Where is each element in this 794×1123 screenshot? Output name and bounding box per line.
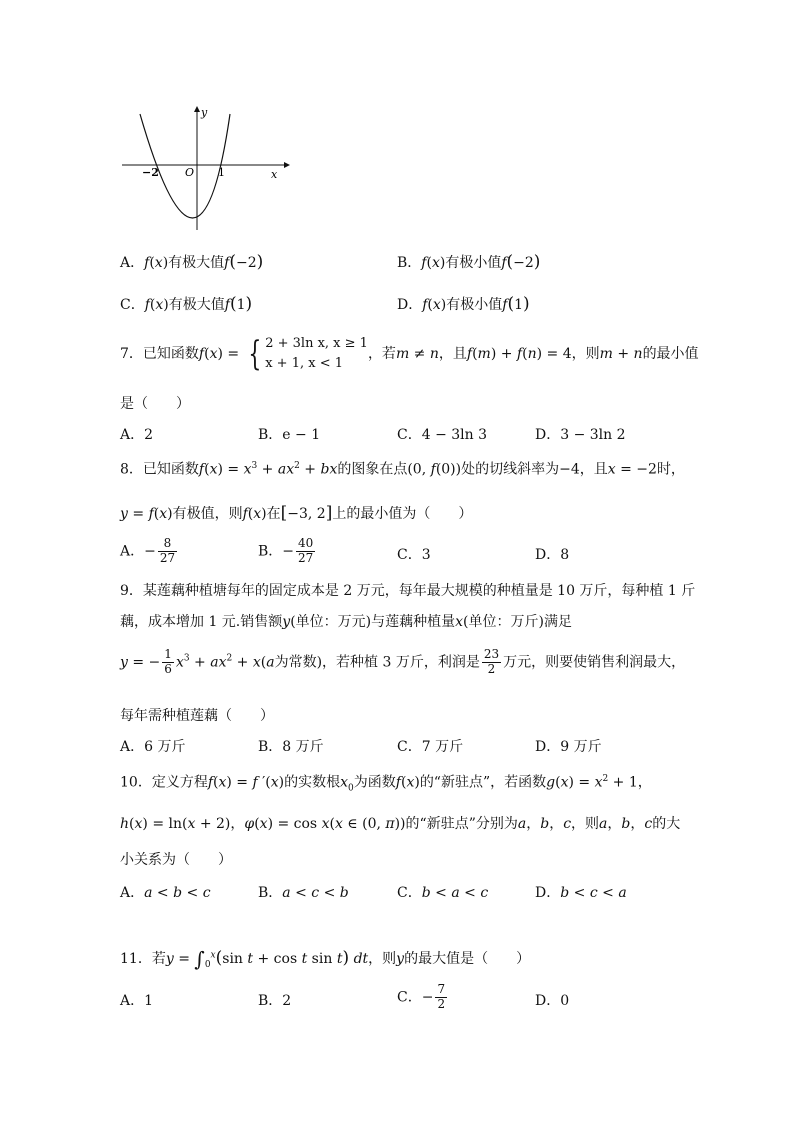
q7-option-d[interactable]: D．3 − 3ln 2 bbox=[535, 427, 626, 443]
parabola-graph bbox=[118, 102, 298, 237]
q10-stem-line1: 10．定义方程f(x) = f ′(x)的实数根$x_0$为函数f(x)的“新驻点”，若函数$g(x) = x^2 + 1$， bbox=[120, 774, 652, 794]
q8-stem-line2: y = f(x)有极值，则f(x)在[−3, 2]上的最小值为（ ） bbox=[120, 503, 473, 523]
y-axis-arrow bbox=[194, 106, 200, 112]
axis-label-y: y bbox=[201, 106, 208, 119]
q7-stem: 7．已知函数f(x) = { 2 + 3ln x, x ≥ 1 x + 1, x < 1，若m ≠ n，且f(m) + f(n) = 4，则m + n的最小值 bbox=[120, 334, 699, 375]
q7-option-c[interactable]: C．4 − 3ln 3 bbox=[397, 427, 488, 443]
q10-stem-line3: 小关系为（ ） bbox=[120, 852, 232, 868]
q8-option-a[interactable]: A．− $\frac{8}{27}$ bbox=[120, 536, 176, 565]
q9-stem-line1: 9．某莲藕种植塘每年的固定成本是 2 万元，每年最大规模的种植量是 10 万斤，每种植 1 斤 bbox=[120, 583, 696, 599]
q10-option-a[interactable]: A．a < b < c bbox=[120, 885, 211, 901]
q6-option-a[interactable]: A．f(x)有极大值f(−2) bbox=[120, 252, 264, 272]
q9-stem-line3: y = − $\frac{1}{6}$ $x^3 + ax^2 + x(a$为常数)，若种植 3 万斤，利润是 $\frac{23}{2}$ 万元，则要使销售利润最大， bbox=[120, 647, 686, 676]
q7-case-2: x + 1, x < 1 bbox=[265, 356, 344, 372]
origin-label: O bbox=[185, 166, 195, 179]
q11-option-d[interactable]: D．0 bbox=[535, 993, 570, 1009]
q9-stem-line2: 藕，成本增加 1 元.销售额y(单位：万元)与莲藕种植量x(单位：万斤)满足 bbox=[120, 614, 572, 630]
q7-option-b[interactable]: B．e − 1 bbox=[258, 427, 321, 443]
q8-option-b[interactable]: B．− $\frac{40}{27}$ bbox=[258, 536, 314, 565]
q7-stem-line2: 是（ ） bbox=[120, 396, 190, 412]
q9-option-c[interactable]: C．7 万斤 bbox=[397, 739, 464, 755]
q10-option-d[interactable]: D．b < c < a bbox=[535, 885, 627, 901]
q9-option-d[interactable]: D．9 万斤 bbox=[535, 739, 602, 755]
q11-stem: 11．若$y = \int_0^x(\sin$ t + cos t sin t) dt，则y的最大值是（ ） bbox=[120, 947, 531, 971]
q8-option-d[interactable]: D．8 bbox=[535, 547, 570, 563]
q6-option-b[interactable]: B．f(x)有极小值f(−2) bbox=[397, 252, 541, 272]
q8-option-c[interactable]: C．3 bbox=[397, 547, 431, 563]
q9-stem-line4: 每年需种植莲藕（ ） bbox=[120, 708, 274, 724]
q10-option-b[interactable]: B．a < c < b bbox=[258, 885, 349, 901]
q6-option-c[interactable]: C．f(x)有极大值f(1) bbox=[120, 294, 253, 314]
q11-option-c[interactable]: C．− $\frac{7}{2}$ bbox=[397, 982, 446, 1011]
tick-label-1: 1 bbox=[218, 166, 225, 179]
q9-option-b[interactable]: B．8 万斤 bbox=[258, 739, 324, 755]
q6-option-d[interactable]: D．f(x)有极小值f(1) bbox=[397, 294, 530, 314]
q9-option-a[interactable]: A．6 万斤 bbox=[120, 739, 186, 755]
q7-option-a[interactable]: A．2 bbox=[120, 427, 154, 443]
q8-stem-line1: 8．已知函数$f(x) = x^3 + ax^2$ + bx的图象在点(0, f(0))处的切线斜率为−4，且x = −2时， bbox=[120, 461, 685, 478]
tick-label-neg2: −2 bbox=[142, 166, 159, 179]
q11-option-a[interactable]: A．1 bbox=[120, 993, 154, 1009]
q10-stem-line2: h(x) = ln(x + 2)，φ(x) = cos x(x ∈ (0, π))的“新驻点”分别为a，b，c，则a，b，c的大 bbox=[120, 816, 681, 832]
q11-option-b[interactable]: B．2 bbox=[258, 993, 292, 1009]
axis-label-x: x bbox=[271, 168, 278, 181]
q10-option-c[interactable]: C．b < a < c bbox=[397, 885, 489, 901]
q7-case-1: 2 + 3ln x, x ≥ 1 bbox=[265, 336, 368, 351]
x-axis-arrow bbox=[284, 162, 290, 168]
